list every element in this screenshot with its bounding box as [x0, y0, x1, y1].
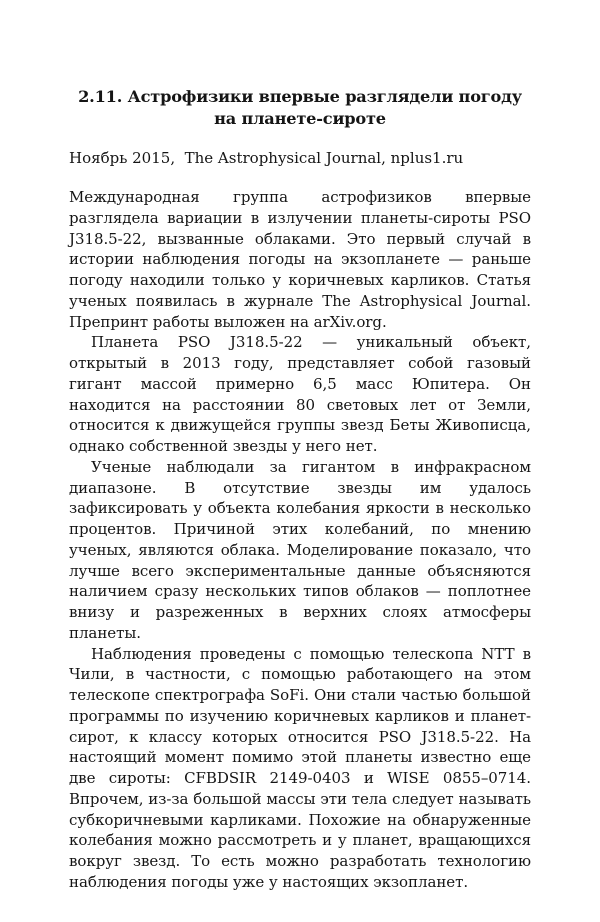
paragraph-2: Планета PSO J318.5-22 — уникальный объект, открытый в 2013 году, представляет собой газовый гигант массой примерно 6,5 масс Юпитера. Он находится на расстоянии 80 световых лет от Земли, относится к движущейся группы звезд Беты Живописца, однако собственной звезды у него нет. [69, 333, 531, 455]
article-source-line: Ноябрь 2015, The Astrophysical Journal, nplus1.ru [69, 149, 464, 167]
paragraph-4: Наблюдения проведены с помощью телескопа NTT в Чили, в частности, с помощью работающего на этом телескопе спектрографа SoFi. Они стали частью большой программы по изучению коричневых карликов и планет-сирот, к классу которых относится PSO J318.5-22. На настоящий момент помимо этой планеты известно еще две сироты: CFBDSIR 2149-0403 и WISE 0855–0714. Впрочем, из-за большой массы эти тела следует называть субкоричневыми карликами. Похожие на обнаруженные колебания можно рассмотреть и у планет, вращающихся вокруг звезд. То есть можно разработать технологию наблюдения погоды уже у настоящих экзопланет. [69, 644, 531, 891]
article-body [69, 187, 531, 893]
paragraph-3: Ученые наблюдали за гигантом в инфракрасном диапазоне. В отсутствие звезды им удалось зафиксировать у объекта колебания яркости в несколько процентов. Причиной этих колебаний, по мнению ученых, являются облака. Моделирование показало, что лучше всего экспериментальные данные объясняются наличием сразу нескольких типов облаков — поплотнее внизу и разреженных в верхних слоях атмосферы планеты. [69, 457, 531, 642]
paragraph-1: Международная группа астрофизиков впервые разглядела вариации в излучении планеты-сироты PSO J318.5-22, вызванные облаками. Это первый случай в истории наблюдения погоды на экзопланете — раньше погоду находили только у коричневых карликов. Статья ученых появилась в журнале The Astrophysical Journal. Препринт работы выложен на arXiv.org. [69, 188, 531, 331]
document-page [69, 86, 531, 891]
article-title: 2.11. Астрофизики впервые разглядели погоду на планете-сироте [78, 87, 522, 128]
